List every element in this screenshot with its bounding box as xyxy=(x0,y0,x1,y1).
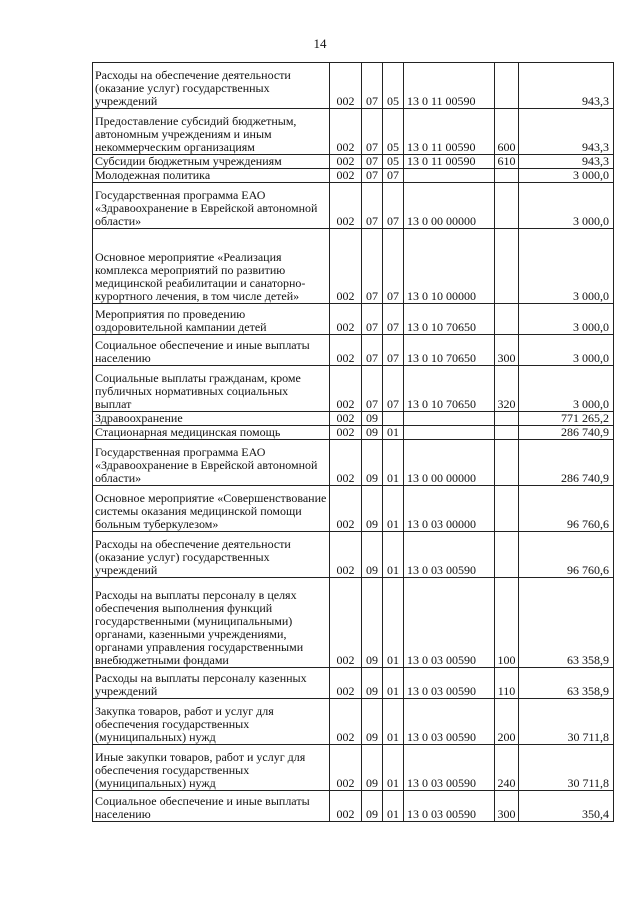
row-section-code: 07 xyxy=(362,229,383,304)
row-subsection-code: 05 xyxy=(383,63,404,109)
row-name: Молодежная политика xyxy=(93,169,330,183)
table-row xyxy=(93,63,614,109)
row-name: Расходы на обеспечение деятельности (оказание услуг) государственных учреждений xyxy=(93,63,330,109)
row-subsection-code: 01 xyxy=(383,440,404,486)
row-ministry-code: 002 xyxy=(330,668,362,699)
table-row xyxy=(93,412,614,426)
row-subsection-code: 05 xyxy=(383,109,404,155)
table-row xyxy=(93,109,614,155)
row-target-article-code: 13 0 03 00590 xyxy=(404,532,495,578)
row-target-article-code: 13 0 10 00000 xyxy=(404,229,495,304)
row-ministry-code: 002 xyxy=(330,578,362,668)
row-expense-type-code: 100 xyxy=(495,578,519,668)
row-name: Расходы на обеспечение деятельности (оказание услуг) государственных учреждений xyxy=(93,532,330,578)
row-subsection-code: 01 xyxy=(383,532,404,578)
row-expense-type-code xyxy=(495,426,519,440)
row-target-article-code: 13 0 00 00000 xyxy=(404,183,495,229)
row-target-article-code: 13 0 03 00590 xyxy=(404,699,495,745)
row-name: Основное мероприятие «Совершенствование системы оказания медицинской помощи больным туберкулезом» xyxy=(93,486,330,532)
row-expense-type-code xyxy=(495,183,519,229)
row-amount: 96 760,6 xyxy=(519,486,614,532)
row-name: Социальные выплаты гражданам, кроме публичных нормативных социальных выплат xyxy=(93,366,330,412)
table-row xyxy=(93,440,614,486)
row-section-code: 09 xyxy=(362,486,383,532)
row-amount: 30 711,8 xyxy=(519,745,614,791)
row-ministry-code: 002 xyxy=(330,63,362,109)
row-section-code: 09 xyxy=(362,699,383,745)
row-subsection-code: 01 xyxy=(383,745,404,791)
row-ministry-code: 002 xyxy=(330,791,362,822)
row-ministry-code: 002 xyxy=(330,183,362,229)
row-expense-type-code: 600 xyxy=(495,109,519,155)
table-row xyxy=(93,745,614,791)
row-section-code: 07 xyxy=(362,63,383,109)
row-ministry-code: 002 xyxy=(330,532,362,578)
row-subsection-code: 07 xyxy=(383,183,404,229)
row-subsection-code: 07 xyxy=(383,366,404,412)
row-section-code: 09 xyxy=(362,412,383,426)
row-name: Мероприятия по проведению оздоровительной кампании детей xyxy=(93,304,330,335)
row-name: Здравоохранение xyxy=(93,412,330,426)
row-expense-type-code: 110 xyxy=(495,668,519,699)
row-target-article-code: 13 0 11 00590 xyxy=(404,155,495,169)
row-amount: 3 000,0 xyxy=(519,304,614,335)
row-section-code: 07 xyxy=(362,155,383,169)
row-amount: 30 711,8 xyxy=(519,699,614,745)
row-amount: 63 358,9 xyxy=(519,668,614,699)
row-expense-type-code: 200 xyxy=(495,699,519,745)
row-expense-type-code xyxy=(495,486,519,532)
row-amount: 943,3 xyxy=(519,63,614,109)
row-subsection-code: 01 xyxy=(383,426,404,440)
row-expense-type-code xyxy=(495,63,519,109)
row-ministry-code: 002 xyxy=(330,229,362,304)
row-section-code: 07 xyxy=(362,183,383,229)
row-name: Предоставление субсидий бюджетным, автономным учреждениям и иным некоммерческим организациям xyxy=(93,109,330,155)
row-subsection-code: 01 xyxy=(383,486,404,532)
row-name: Расходы на выплаты персоналу казенных учреждений xyxy=(93,668,330,699)
table-row xyxy=(93,699,614,745)
row-target-article-code xyxy=(404,426,495,440)
row-expense-type-code xyxy=(495,532,519,578)
row-amount: 3 000,0 xyxy=(519,335,614,366)
row-amount: 350,4 xyxy=(519,791,614,822)
row-amount: 3 000,0 xyxy=(519,169,614,183)
row-subsection-code: 05 xyxy=(383,155,404,169)
row-section-code: 09 xyxy=(362,426,383,440)
row-subsection-code: 07 xyxy=(383,335,404,366)
row-expense-type-code: 300 xyxy=(495,791,519,822)
row-ministry-code: 002 xyxy=(330,440,362,486)
row-expense-type-code xyxy=(495,412,519,426)
row-ministry-code: 002 xyxy=(330,335,362,366)
row-expense-type-code: 610 xyxy=(495,155,519,169)
row-section-code: 07 xyxy=(362,304,383,335)
row-ministry-code: 002 xyxy=(330,366,362,412)
row-target-article-code xyxy=(404,412,495,426)
row-target-article-code: 13 0 03 00590 xyxy=(404,668,495,699)
page-number: 14 xyxy=(313,36,327,51)
row-section-code: 09 xyxy=(362,440,383,486)
row-amount: 96 760,6 xyxy=(519,532,614,578)
table-row xyxy=(93,426,614,440)
table-row xyxy=(93,169,614,183)
row-expense-type-code xyxy=(495,169,519,183)
row-section-code: 09 xyxy=(362,791,383,822)
row-target-article-code: 13 0 10 70650 xyxy=(404,366,495,412)
row-section-code: 09 xyxy=(362,668,383,699)
row-section-code: 09 xyxy=(362,745,383,791)
row-amount: 943,3 xyxy=(519,109,614,155)
row-amount: 63 358,9 xyxy=(519,578,614,668)
row-target-article-code: 13 0 03 00590 xyxy=(404,578,495,668)
table-row xyxy=(93,791,614,822)
table-row xyxy=(93,335,614,366)
row-amount: 286 740,9 xyxy=(519,440,614,486)
table-row xyxy=(93,578,614,668)
row-ministry-code: 002 xyxy=(330,699,362,745)
row-expense-type-code xyxy=(495,229,519,304)
row-name: Субсидии бюджетным учреждениям xyxy=(93,155,330,169)
row-section-code: 07 xyxy=(362,366,383,412)
row-name: Закупка товаров, работ и услуг для обеспечения государственных (муниципальных) нужд xyxy=(93,699,330,745)
table-row xyxy=(93,229,614,304)
row-target-article-code: 13 0 03 00000 xyxy=(404,486,495,532)
row-subsection-code: 01 xyxy=(383,699,404,745)
table-row xyxy=(93,304,614,335)
row-name: Государственная программа ЕАО «Здравоохранение в Еврейской автономной области» xyxy=(93,440,330,486)
row-target-article-code: 13 0 11 00590 xyxy=(404,109,495,155)
row-target-article-code: 13 0 03 00590 xyxy=(404,791,495,822)
table-row xyxy=(93,155,614,169)
row-amount: 3 000,0 xyxy=(519,183,614,229)
row-section-code: 07 xyxy=(362,169,383,183)
row-expense-type-code xyxy=(495,304,519,335)
table-row xyxy=(93,183,614,229)
row-name: Иные закупки товаров, работ и услуг для обеспечения государственных (муниципальных) нужд xyxy=(93,745,330,791)
row-ministry-code: 002 xyxy=(330,486,362,532)
row-name: Стационарная медицинская помощь xyxy=(93,426,330,440)
table-row xyxy=(93,486,614,532)
row-subsection-code: 01 xyxy=(383,791,404,822)
row-ministry-code: 002 xyxy=(330,745,362,791)
row-subsection-code xyxy=(383,412,404,426)
table-row xyxy=(93,532,614,578)
row-subsection-code: 01 xyxy=(383,668,404,699)
row-name: Основное мероприятие «Реализация комплекса мероприятий по развитию медицинской реабилитации и санаторно-курортного лечения, в том числе детей» xyxy=(93,229,330,304)
row-ministry-code: 002 xyxy=(330,155,362,169)
row-subsection-code: 07 xyxy=(383,304,404,335)
row-name: Социальное обеспечение и иные выплаты населению xyxy=(93,791,330,822)
row-ministry-code: 002 xyxy=(330,169,362,183)
row-subsection-code: 07 xyxy=(383,229,404,304)
row-target-article-code: 13 0 10 70650 xyxy=(404,335,495,366)
row-subsection-code: 01 xyxy=(383,578,404,668)
row-section-code: 09 xyxy=(362,578,383,668)
row-amount: 943,3 xyxy=(519,155,614,169)
row-name: Социальное обеспечение и иные выплаты населению xyxy=(93,335,330,366)
row-expense-type-code: 240 xyxy=(495,745,519,791)
row-target-article-code: 13 0 11 00590 xyxy=(404,63,495,109)
row-subsection-code: 07 xyxy=(383,169,404,183)
row-target-article-code: 13 0 00 00000 xyxy=(404,440,495,486)
table-row xyxy=(93,668,614,699)
budget-table xyxy=(92,62,614,822)
row-amount: 286 740,9 xyxy=(519,426,614,440)
row-target-article-code: 13 0 10 70650 xyxy=(404,304,495,335)
row-target-article-code: 13 0 03 00590 xyxy=(404,745,495,791)
row-expense-type-code xyxy=(495,440,519,486)
row-amount: 3 000,0 xyxy=(519,229,614,304)
row-section-code: 07 xyxy=(362,335,383,366)
row-amount: 3 000,0 xyxy=(519,366,614,412)
row-amount: 771 265,2 xyxy=(519,412,614,426)
row-name: Государственная программа ЕАО «Здравоохранение в Еврейской автономной области» xyxy=(93,183,330,229)
row-ministry-code: 002 xyxy=(330,109,362,155)
table-row xyxy=(93,366,614,412)
row-expense-type-code: 320 xyxy=(495,366,519,412)
row-target-article-code xyxy=(404,169,495,183)
row-ministry-code: 002 xyxy=(330,426,362,440)
row-ministry-code: 002 xyxy=(330,304,362,335)
row-ministry-code: 002 xyxy=(330,412,362,426)
row-name: Расходы на выплаты персоналу в целях обеспечения выполнения функций государственными (муниципальными) органами, казенными учреждениями, органами управления государственными внебюджетными фондами xyxy=(93,578,330,668)
row-section-code: 07 xyxy=(362,109,383,155)
row-section-code: 09 xyxy=(362,532,383,578)
row-expense-type-code: 300 xyxy=(495,335,519,366)
